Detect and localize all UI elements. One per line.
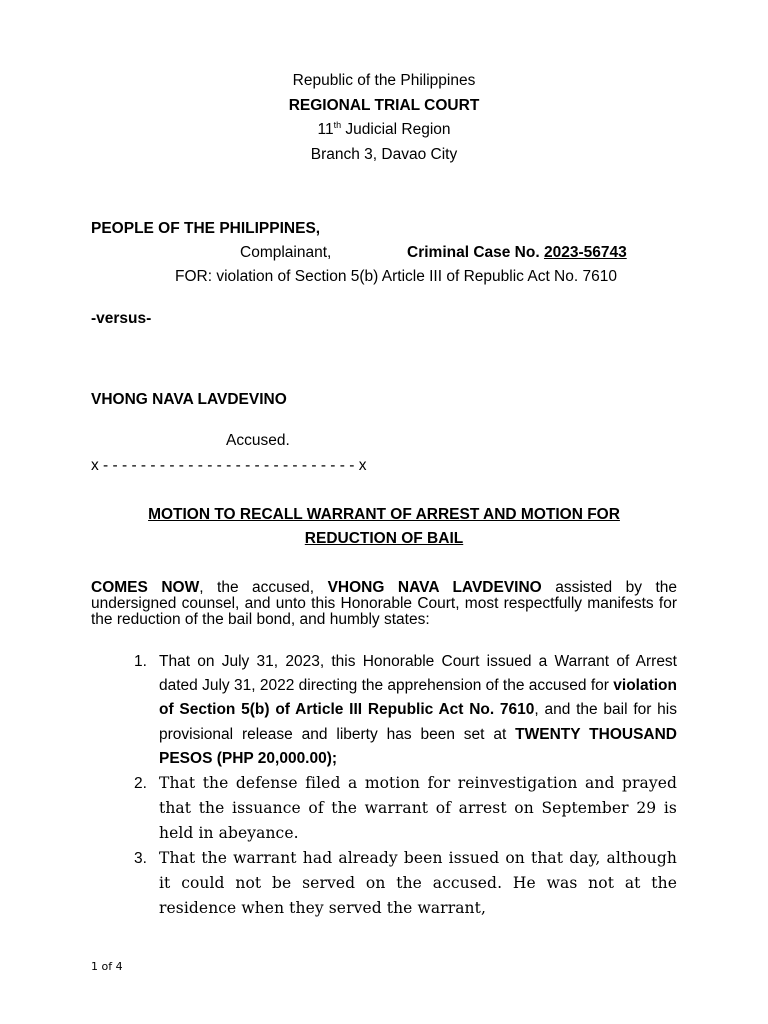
intro-paragraph [91,580,677,628]
versus-label: -versus- [91,310,152,327]
motion-title-line2: REDUCTION OF BAIL [304,530,464,547]
item1-text-b: , and the bail for his provisional release and liberty has been set at [159,701,677,743]
intro-lead: COMES NOW [91,579,200,596]
list-item-text: That the warrant had already been issued on that day, although it could not be served on the accused. He was not at the residence when they served the warrant, [159,849,677,917]
intro-text-2: assisted by the undersigned counsel, and unto this Honorable Court, most respectfully manifests for the reduction of the bail bond, and humbly states: [91,579,678,628]
caption-divider: x - - - - - - - - - - - - - - - - - - - - - - - - - - - x [91,457,367,474]
accused-name: VHONG NAVA LAVDEVINO [91,391,287,408]
intro-text-1: , the accused, [199,579,328,596]
list-item-number: 3. [134,850,147,867]
header-republic: Republic of the Philippines [292,72,476,89]
item1-bold-b: TWENTY THOUSAND PESOS (PHP 20,000.00); [159,725,677,767]
header-region [0,120,768,140]
region-number: 11 [317,121,334,138]
accused-role: Accused. [226,432,290,449]
page-number: 1 of 4 [91,960,123,973]
case-number: 2023-56743 [543,244,627,261]
item1-bold-a: violation of Section 5(b) of Article III Republic Act No. 7610 [159,677,677,719]
case-number-line [407,243,627,263]
offense-line: FOR: violation of Section 5(b) Article III of Republic Act No. 7610 [175,268,617,285]
header-court: REGIONAL TRIAL COURT [288,97,480,114]
list-item-text [159,650,677,771]
item1-text-a: That on July 31, 2023, this Honorable Court issued a Warrant of Arrest dated July 31, 2022 directing the apprehension of the accused for [159,653,677,695]
plaintiff-name: PEOPLE OF THE PHILIPPINES, [91,220,321,237]
region-label: Judicial Region [341,121,451,138]
case-label: Criminal Case No. [407,244,540,261]
header-branch: Branch 3, Davao City [310,146,458,163]
region-suffix: th [333,119,342,130]
list-item-number: 2. [134,775,147,792]
list-item-number: 1. [134,653,147,670]
list-item-text: That the defense filed a motion for reinvestigation and prayed that the issuance of the warrant of arrest on September 29 is held in abeyance. [159,774,677,842]
plaintiff-role: Complainant, [240,244,332,261]
intro-accused-name: VHONG NAVA LAVDEVINO [327,579,542,596]
motion-title-line1: MOTION TO RECALL WARRANT OF ARREST AND MOTION FOR [148,506,620,523]
